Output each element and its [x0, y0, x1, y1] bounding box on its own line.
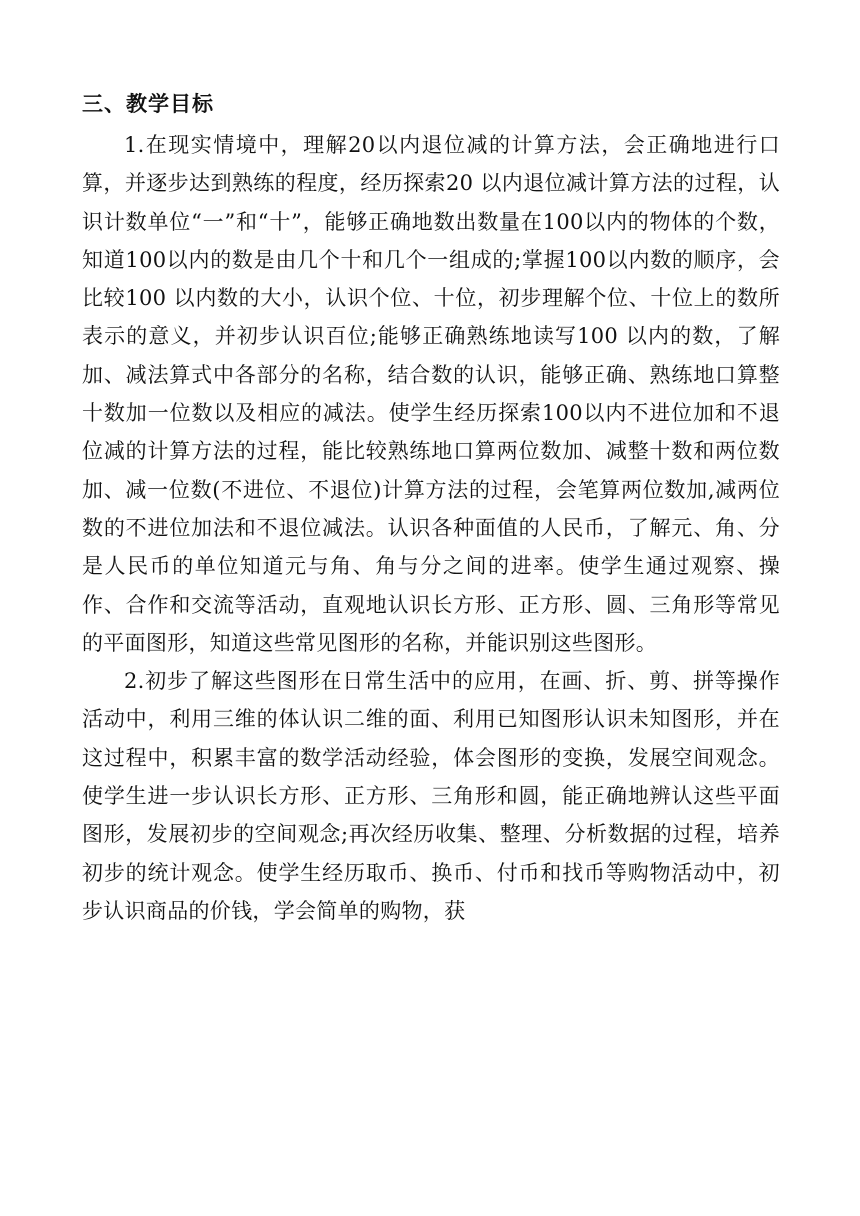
document-page [82, 82, 780, 930]
paragraph-2: 2.初步了解这些图形在日常生活中的应用，在画、折、剪、拼等操作活动中，利用三维的体认识二维的面、利用已知图形认识未知图形，并在这过程中，积累丰富的数学活动经验，体会图形的变换，发展空间观念。使学生进一步认识长方形、正方形、三角形和圆，能正确地辨认这些平面图形，发展初步的空间观念;再次经历收集、整理、分析数据的过程，培养初步的统计观念。使学生经历取币、换币、付币和找币等购物活动中，初步认识商品的价钱，学会简单的购物，获 [82, 669, 780, 923]
paragraph-1: 1.在现实情境中，理解20以内退位减的计算方法，会正确地进行口算，并逐步达到熟练的程度，经历探索20 以内退位减计算方法的过程，认识计数单位“一”和“十”，能够正确地数出数量在100以内的物体的个数，知道100以内的数是由几个十和几个一组成的;掌握100以内数的顺序，会比较100 以内数的大小，认识个位、十位，初步理解个位、十位上的数所表示的意义，并初步认识百位;能够正确熟练地读写100 以内的数，了解加、减法算式中各部分的名称，结合数的认识，能够正确、熟练地口算整十数加一位数以及相应的减法。使学生经历探索100以内不进位加和不退位减的计算方法的过程，能比较熟练地口算两位数加、减整十数和两位数加、减一位数(不进位、不退位)计算方法的过程，会笔算两位数加,减两位数的不进位加法和不退位减法。认识各种面值的人民币，了解元、角、分是人民币的单位知道元与角、角与分之间的进率。使学生通过观察、操作、合作和交流等活动，直观地认识长方形、正方形、圆、三角形等常见的平面图形，知道这些常见图形的名称，并能识别这些图形。 [82, 133, 780, 655]
section-heading: 三、教学目标 [82, 92, 214, 116]
